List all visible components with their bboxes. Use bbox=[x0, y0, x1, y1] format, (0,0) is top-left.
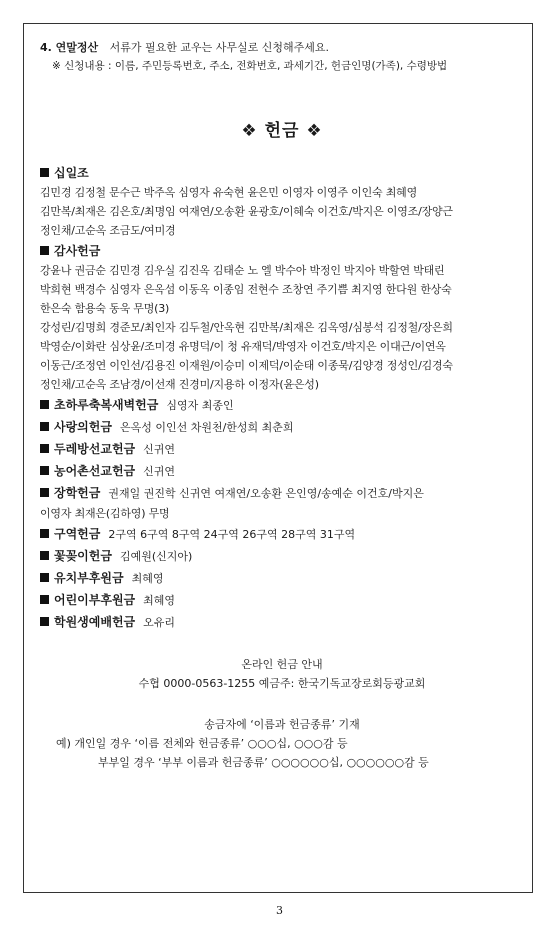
square-bullet-icon bbox=[40, 400, 49, 409]
offering-group-header bbox=[40, 612, 524, 633]
notice-title: 4. 연말정산 bbox=[40, 41, 99, 54]
offering-names-line: 이동근/조정연 이인선/김용진 이재원/이승미 이제덕/이순태 이종묵/김양경 정성인/김경숙 bbox=[40, 359, 453, 372]
offering-group-label: 사랑의헌금 bbox=[54, 420, 112, 434]
offering-group-label: 학원생예배헌금 bbox=[54, 615, 136, 629]
remit-instruction: 송금자에 ‘이름과 헌금종류’ 기재 bbox=[204, 718, 360, 731]
square-bullet-icon bbox=[40, 573, 49, 582]
offering-group-label: 감사헌금 bbox=[54, 244, 101, 258]
offering-group-label: 꽃꽂이헌금 bbox=[54, 549, 112, 563]
offering-group-names: 오유리 bbox=[143, 616, 176, 629]
offering-group-label: 십일조 bbox=[54, 166, 89, 180]
offering-group-label: 농어촌선교헌금 bbox=[54, 464, 136, 478]
notice-details: ※ 신청내용 : 이름, 주민등록번호, 주소, 전화번호, 과세기간, 헌금인명(가족), 수령방법 bbox=[52, 60, 448, 72]
online-account-info: 수협 0000-0563-1255 예금주: 한국기독교장로회등광교회 bbox=[138, 677, 426, 690]
square-bullet-icon bbox=[40, 529, 49, 538]
square-bullet-icon bbox=[40, 617, 49, 626]
offering-group-names: 신귀연 bbox=[143, 465, 176, 478]
offering-group-label: 구역헌금 bbox=[54, 527, 101, 541]
offering-group-names: 2구역 6구역 8구역 24구역 26구역 28구역 31구역 bbox=[108, 528, 356, 541]
offering-group-label: 유치부후원금 bbox=[54, 571, 124, 585]
offering-names-line: 강윤나 권금순 김민경 김우실 김진옥 김태순 노 엘 박수아 박정인 박지아 박할연 박태린 bbox=[40, 264, 445, 277]
offering-names-line: 정인채/고순옥 조남경/이선재 진경미/지용하 이정자(윤은성) bbox=[40, 378, 319, 391]
offering-group-header bbox=[40, 439, 524, 460]
offering-names-line: 박희현 백경수 심영자 은옥섬 이동옥 이종임 전현수 조창연 주기쁨 최지영 한다원 한상숙 bbox=[40, 283, 452, 296]
square-bullet-icon bbox=[40, 551, 49, 560]
remit-example-individual: 예) 개인일 경우 ‘이름 전체와 헌금종류’ ○○○십, ○○○감 등 bbox=[56, 737, 348, 750]
bulletin-page-frame bbox=[23, 23, 533, 893]
square-bullet-icon bbox=[40, 246, 49, 255]
offering-group-names: 심영자 최종인 bbox=[166, 399, 234, 412]
square-bullet-icon bbox=[40, 422, 49, 431]
offering-group-label: 두레방선교헌금 bbox=[54, 442, 136, 456]
offering-names-line: 김만복/최재은 김은호/최명임 여재연/오송환 윤광호/이혜숙 이건호/박지은 이영조/장양근 bbox=[40, 205, 453, 218]
offering-group-header bbox=[40, 163, 524, 183]
offering-names-line: 김민경 김정철 문수근 박주옥 심영자 유숙현 윤은민 이영자 이영주 이인숙 최혜영 bbox=[40, 186, 418, 199]
offering-group-names: 김예원(신지아) bbox=[119, 550, 193, 563]
offering-group-header bbox=[40, 461, 524, 482]
offering-names-line: 이영자 최재은(김하영) 무명 bbox=[40, 507, 170, 520]
offering-group-names: 권재일 권진학 신귀연 여재연/오송환 은인영/송예순 이건호/박지은 bbox=[108, 487, 424, 500]
offering-group-header bbox=[40, 568, 524, 589]
offering-group-label: 장학헌금 bbox=[54, 486, 101, 500]
offering-names-line: 정인채/고순옥 조금도/여미경 bbox=[40, 224, 176, 237]
offering-group-header bbox=[40, 483, 524, 504]
year-end-tax-notice bbox=[40, 38, 524, 57]
offering-section-title: ❖ 헌금 ❖ bbox=[241, 121, 323, 141]
offering-group-names: 신귀연 bbox=[143, 443, 176, 456]
offering-names-line: 박영순/이화란 심상윤/조미경 유명덕/이 청 유재덕/박영자 이건호/박지은 이대근/이연옥 bbox=[40, 340, 446, 353]
offering-group-header bbox=[40, 524, 524, 545]
notice-text: 서류가 필요한 교우는 사무실로 신청해주세요. bbox=[109, 41, 330, 54]
offering-group-header bbox=[40, 590, 524, 611]
offering-names-line: 강성린/김명희 경준모/최인자 김두철/안옥현 김만복/최재은 김옥영/심봉석 김정철/장은희 bbox=[40, 321, 453, 334]
offering-names-line: 한은숙 함용숙 동욱 무명(3) bbox=[40, 302, 170, 315]
offering-group-label: 초하루축복새벽헌금 bbox=[54, 398, 159, 412]
offering-group-label: 어린이부후원금 bbox=[54, 593, 136, 607]
square-bullet-icon bbox=[40, 488, 49, 497]
offering-group-names: 최혜영 bbox=[143, 594, 176, 607]
remit-example-couple: 부부일 경우 ‘부부 이름과 헌금종류’ ○○○○○○십, ○○○○○○감 등 bbox=[98, 756, 429, 769]
offering-group-header bbox=[40, 417, 524, 438]
square-bullet-icon bbox=[40, 168, 49, 177]
online-offering-title: 온라인 헌금 안내 bbox=[241, 658, 323, 671]
offering-group-header bbox=[40, 395, 524, 416]
offering-group-names: 최혜영 bbox=[131, 572, 164, 585]
offering-group-header bbox=[40, 546, 524, 567]
square-bullet-icon bbox=[40, 444, 49, 453]
offering-group-names: 은옥성 이인선 차원천/한성희 최춘희 bbox=[119, 421, 294, 434]
offering-groups bbox=[40, 163, 524, 633]
page-number: 3 bbox=[276, 904, 283, 917]
square-bullet-icon bbox=[40, 595, 49, 604]
square-bullet-icon bbox=[40, 466, 49, 475]
page-content bbox=[40, 38, 524, 772]
offering-group-header bbox=[40, 241, 524, 261]
